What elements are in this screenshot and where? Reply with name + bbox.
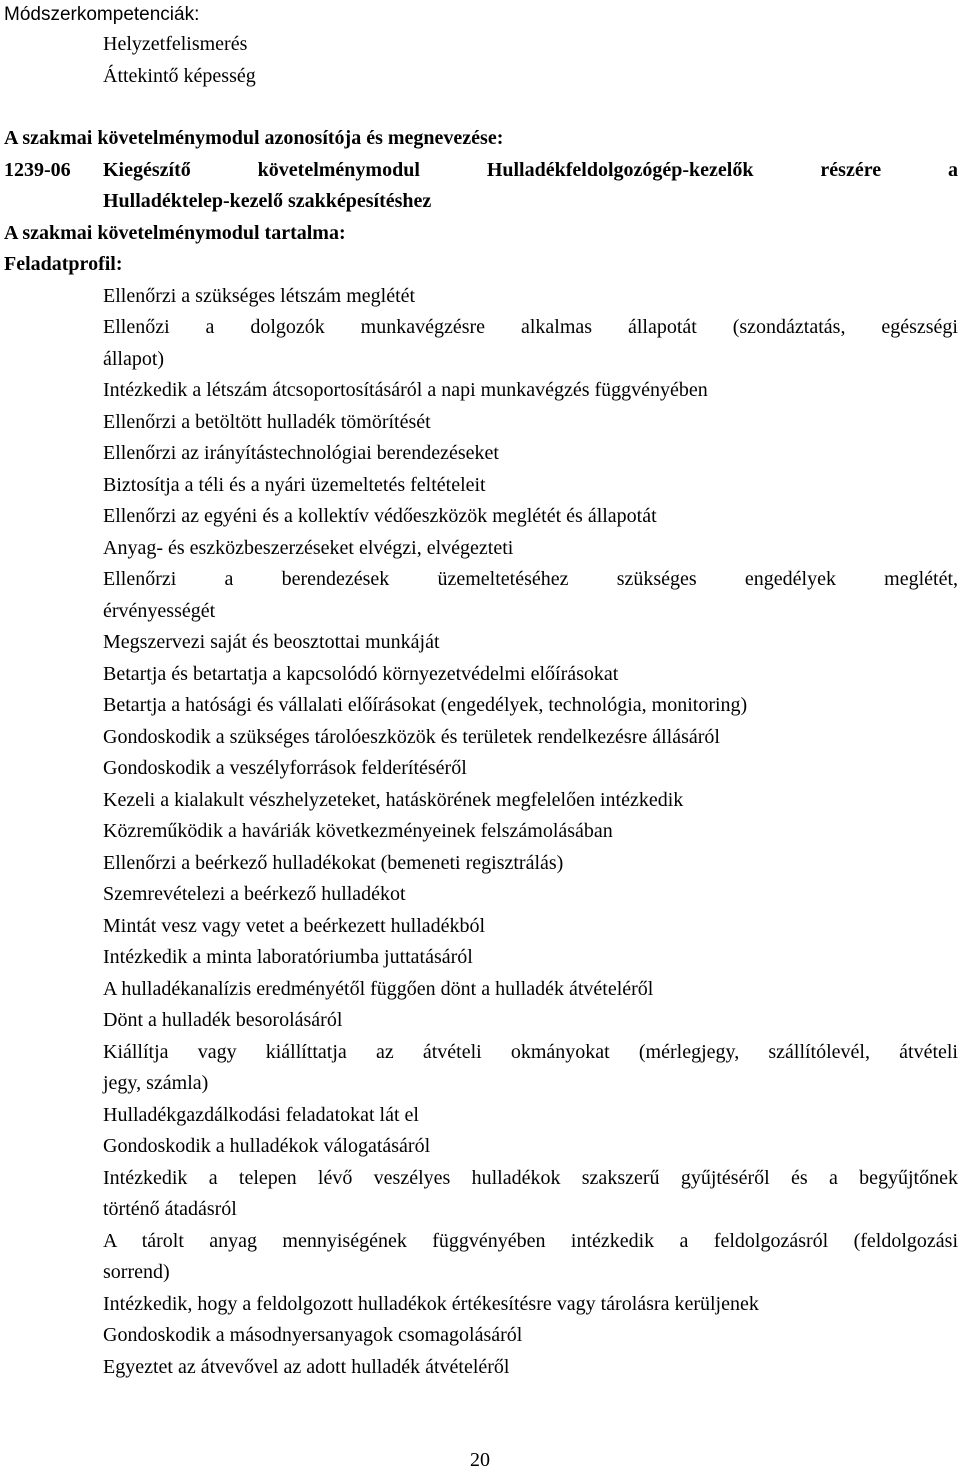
competency-item: Helyzetfelismerés — [103, 33, 248, 55]
task-line: Kiállítja vagy kiállíttatja az átvételi okmányokat (mérlegjegy, szállítólevél, átvételi — [103, 1041, 958, 1063]
task-line: Intézkedik a létszám átcsoportosításáról a napi munkavégzés függvényében — [103, 379, 708, 401]
task-line: Gondoskodik a hulladékok válogatásáról — [103, 1135, 431, 1157]
task-line: Ellenőrzi a berendezések üzemeltetéséhez szükséges engedélyek meglétét, — [103, 568, 958, 590]
task-line: Anyag- és eszközbeszerzéseket elvégzi, elvégezteti — [103, 537, 514, 559]
task-line: Hulladékgazdálkodási feladatokat lát el — [103, 1104, 419, 1126]
task-line: Kezeli a kialakult vészhelyzeteket, hatáskörének megfelelően intézkedik — [103, 789, 684, 811]
task-line: Biztosítja a téli és a nyári üzemeltetés feltételeit — [103, 474, 486, 496]
section-label: Módszerkompetenciák: — [4, 4, 200, 25]
page-number: 20 — [470, 1449, 490, 1471]
task-line: Közreműködik a haváriák következményeinek felszámolásában — [103, 820, 613, 842]
task-line: Dönt a hulladék besorolásáról — [103, 1009, 343, 1031]
task-line: jegy, számla) — [103, 1072, 209, 1094]
task-line: Ellenőrzi a beérkező hulladékokat (bemeneti regisztrálás) — [103, 852, 564, 874]
task-line: Betartja a hatósági és vállalati előírásokat (engedélyek, technológia, monitoring) — [103, 694, 748, 716]
module-content-heading: A szakmai követelménymodul tartalma: — [4, 222, 346, 244]
task-line: Gondoskodik a veszélyforrások felderítéséről — [103, 757, 467, 779]
task-line: Gondoskodik a másodnyersanyagok csomagolásáról — [103, 1324, 523, 1346]
task-line: A tárolt anyag mennyiségének függvényében intézkedik a feldolgozásról (feldolgozási — [103, 1230, 958, 1252]
competency-item: Áttekintő képesség — [103, 65, 256, 87]
task-line: Ellenőrzi a szükséges létszám meglétét — [103, 285, 416, 307]
task-line: Ellenőzi a dolgozók munkavégzésre alkalmas állapotát (szondáztatás, egészségi — [103, 316, 958, 338]
task-line: Egyeztet az átvevővel az adott hulladék átvételéről — [103, 1356, 510, 1378]
task-line: Ellenőrzi az irányítástechnológiai berendezéseket — [103, 442, 499, 464]
module-title-words: Kiegészítő követelménymodul Hulladékfeldolgozógép-kezelők részére a — [103, 159, 958, 181]
task-line: Megszervezi saját és beosztottai munkáját — [103, 631, 440, 653]
task-line: Ellenőrzi a betöltött hulladék tömörítését — [103, 411, 431, 433]
module-id-line-cont: Hulladéktelep-kezelő szakképesítéshez — [103, 190, 432, 212]
profile-heading: Feladatprofil: — [4, 253, 123, 275]
task-line: Szemrevételezi a beérkező hulladékot — [103, 883, 406, 905]
task-line: Intézkedik a telepen lévő veszélyes hulladékok szakszerű gyűjtéséről és a begyűjtőnek — [103, 1167, 958, 1189]
task-line: Intézkedik a minta laboratóriumba juttatásáról — [103, 946, 473, 968]
task-line: A hulladékanalízis eredményétől függően dönt a hulladék átvételéről — [103, 978, 654, 1000]
task-line: érvényességét — [103, 600, 216, 622]
module-id-line — [4, 155, 958, 187]
task-line: Intézkedik, hogy a feldolgozott hulladékok értékesítésre vagy tárolásra kerüljenek — [103, 1293, 759, 1315]
task-line: Ellenőrzi az egyéni és a kollektív védőeszközök meglétét és állapotát — [103, 505, 657, 527]
task-line: sorrend) — [103, 1261, 170, 1283]
module-id-heading: A szakmai követelménymodul azonosítója és megnevezése: — [4, 127, 504, 149]
task-line: történő átadásról — [103, 1198, 237, 1220]
task-line: Gondoskodik a szükséges tárolóeszközök és területek rendelkezésre állásáról — [103, 726, 720, 748]
task-line: állapot) — [103, 348, 165, 370]
task-line: Betartja és betartatja a kapcsolódó környezetvédelmi előírásokat — [103, 663, 619, 685]
module-code: 1239-06 — [4, 159, 71, 181]
task-line: Mintát vesz vagy vetet a beérkezett hulladékból — [103, 915, 486, 937]
